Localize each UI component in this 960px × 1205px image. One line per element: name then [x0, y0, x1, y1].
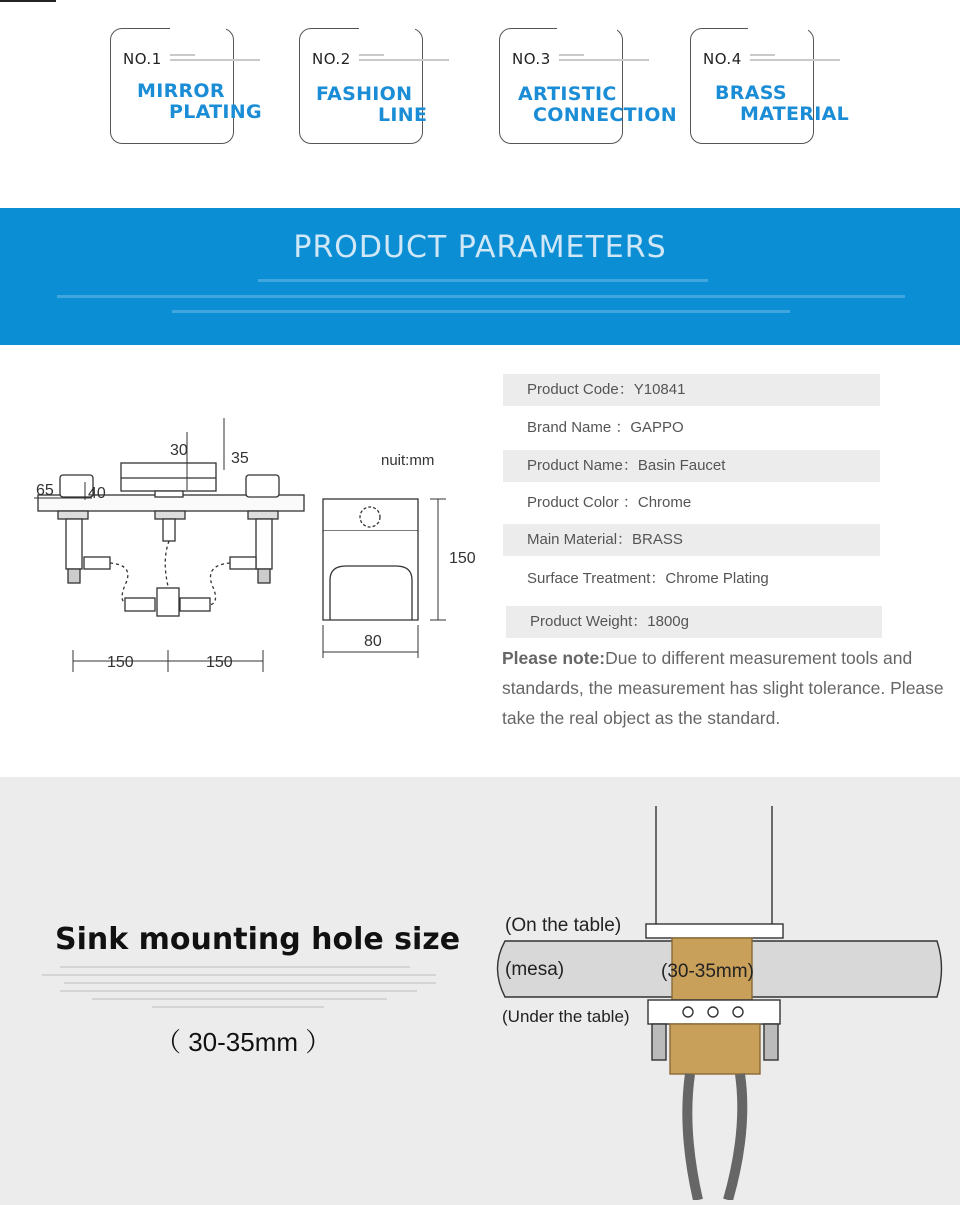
label-thickness-range: (30-35mm) [661, 961, 754, 982]
dim-30: 30 [170, 442, 188, 459]
feature-title-line1: BRASS [715, 82, 787, 104]
feature-title-line2: LINE [378, 104, 428, 126]
param-main-material: Main Material：BRASS [503, 524, 880, 556]
measurement-note [502, 643, 954, 733]
dim-150-right: 150 [206, 654, 233, 671]
feature-number: NO.1 [123, 50, 162, 68]
feature-fine-print [359, 54, 451, 64]
note-text: Due to different measurement tools and standards, the measurement has slight tolerance. Please take the real object as the standard. [502, 648, 944, 728]
feature-fine-print [750, 54, 842, 64]
frame-gap [748, 25, 808, 31]
fine-print [60, 966, 410, 968]
product-parameters-banner [0, 208, 960, 345]
dim-150-left: 150 [107, 654, 134, 671]
feature-number: NO.4 [703, 50, 742, 68]
mounting-nut [648, 1000, 780, 1024]
feature-fine-print [559, 54, 651, 64]
dim-150-height: 150 [449, 550, 476, 567]
feature-title-line2: MATERIAL [740, 103, 849, 125]
note-label: Please note: [502, 648, 606, 668]
label-under-table: (Under the table) [502, 1007, 630, 1026]
feature-title-line2: CONNECTION [533, 104, 677, 126]
tee-connector [157, 588, 179, 616]
banner-fine-print [172, 310, 790, 313]
feature-fine-print [170, 54, 262, 64]
feature-brass-material [690, 28, 849, 144]
feature-artistic-connection [499, 28, 677, 144]
fine-print [64, 982, 436, 984]
frame-gap [359, 25, 415, 31]
feature-title-line1: MIRROR [137, 80, 225, 102]
param-product-name: Product Name：Basin Faucet [503, 450, 880, 482]
feature-title-line1: ARTISTIC [518, 83, 617, 105]
banner-fine-print [57, 295, 905, 298]
frame-gap [170, 25, 226, 31]
dim-65: 65 [36, 482, 54, 499]
faucet-base-plate [646, 924, 783, 938]
fine-print [42, 974, 436, 976]
feature-mirror-plating [110, 28, 262, 144]
dim-80: 80 [364, 633, 382, 650]
param-product-weight: Product Weight：1800g [506, 606, 882, 638]
frame-gap [557, 25, 617, 31]
feature-number: NO.2 [312, 50, 351, 68]
feature-title-line1: FASHION [316, 83, 413, 105]
feature-fashion-line [299, 28, 428, 144]
dim-40: 40 [88, 485, 106, 502]
label-mesa: (mesa) [505, 959, 565, 980]
hole-size-value: （ 30-35mm ） [155, 1027, 332, 1057]
feature-number: NO.3 [512, 50, 551, 68]
feature-title-line2: PLATING [169, 101, 262, 123]
param-surface-treatment: Surface Treatment：Chrome Plating [527, 570, 769, 587]
fine-print [152, 1006, 324, 1008]
param-product-code: Product Code：Y10841 [503, 374, 880, 406]
label-on-table: (On the table) [505, 915, 622, 936]
fine-print [92, 998, 387, 1000]
side-view-top [323, 499, 418, 531]
top-rule [0, 0, 56, 2]
banner-title: PRODUCT PARAMETERS [293, 230, 667, 265]
param-product-color: Product Color ：Chrome [527, 494, 692, 511]
spout [121, 463, 216, 491]
fine-print [60, 990, 417, 992]
faucet-dimension-drawing [0, 360, 500, 690]
banner-fine-print [258, 279, 708, 282]
installation-diagram [488, 800, 948, 1200]
dim-35: 35 [231, 450, 249, 467]
param-brand-name: Brand Name ：GAPPO [527, 419, 684, 436]
sink-hole-title: Sink mounting hole size [55, 922, 461, 957]
unit-label: nuit:mm [381, 452, 435, 469]
right-handle [246, 475, 279, 497]
